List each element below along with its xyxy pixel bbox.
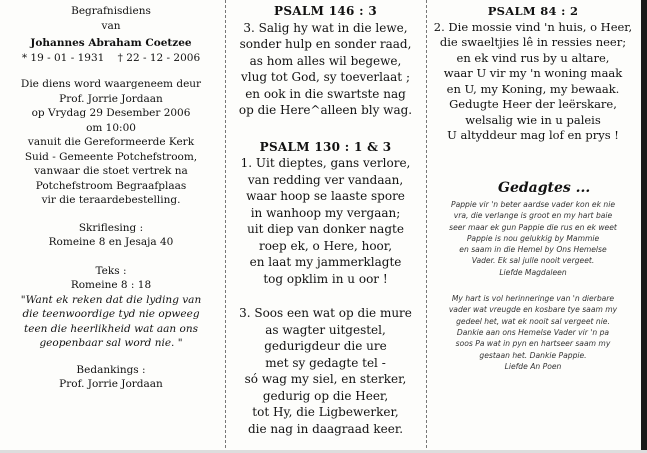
tribute-line: Vader. Ek sal julle nooit vergeet. bbox=[471, 256, 595, 266]
tribute-signature: Liefde An Poen bbox=[504, 361, 562, 371]
birth-date: * 19 - 01 - 1931 bbox=[21, 51, 105, 64]
fold-line-right bbox=[426, 0, 427, 453]
psalm-130-v3-line: met sy gedagte tel - bbox=[265, 355, 386, 370]
psalm-130-line: in wanhoop my vergaan; bbox=[250, 205, 401, 220]
scan-edge bbox=[641, 0, 647, 453]
psalm-146-line: sonder hulp en sonder raad, bbox=[239, 37, 412, 51]
psalm-130-v3-line: 3. Soos een wat op die mure bbox=[239, 306, 412, 320]
tribute-signature: Liefde Magdaleen bbox=[499, 267, 567, 277]
psalm-130-line: uit diep van donker nagte bbox=[247, 222, 404, 236]
psalm-130-line: van redding ver vandaan, bbox=[247, 172, 404, 187]
psalm-146-line: 3. Salig hy wat in die lewe, bbox=[243, 20, 408, 35]
venue-line-1: vanuit die Gereformeerde Kerk bbox=[27, 136, 195, 148]
service-details-column bbox=[0, 0, 222, 392]
service-date: op Vrydag 29 Desember 2006 bbox=[31, 107, 191, 119]
venue-line-2: Suid - Gemeente Potchefstroom, bbox=[24, 150, 198, 163]
interment-line: vir die teraardebestelling. bbox=[41, 194, 181, 206]
text-label: Teks : bbox=[95, 264, 127, 277]
psalm-84-title: PSALM 84 : 2 bbox=[487, 4, 579, 18]
service-van: van bbox=[101, 19, 121, 32]
psalm-146-title: PSALM 146 : 3 bbox=[274, 4, 377, 18]
gedagtes-title: Gedagtes ... bbox=[498, 179, 591, 196]
officiant-intro: Die diens word waargeneem deur bbox=[20, 78, 202, 90]
psalm-130-line: 1. Uit dieptes, gans verlore, bbox=[240, 156, 411, 170]
quote-line-2: die teenwoordige tyd nie opweeg bbox=[22, 308, 200, 320]
tribute-an-poen bbox=[430, 293, 636, 372]
tribute-magdaleen bbox=[430, 199, 636, 278]
tribute-line: en saam in die Hemel by Ons Hemelse bbox=[459, 245, 607, 255]
psalm-130-v3-line: tot Hy, die Ligbewerker, bbox=[252, 405, 399, 419]
tribute-line: Dankie aan ons Hemelse Vader vir 'n pa bbox=[456, 327, 610, 337]
death-date: † 22 - 12 - 2006 bbox=[117, 51, 201, 64]
thanks-label: Bedankings : bbox=[76, 363, 146, 376]
psalm-130-v3-line: die nag in daagraad keer. bbox=[247, 421, 404, 436]
tribute-line: Pappie is nou gelukkig by Mammie bbox=[466, 233, 600, 243]
scripture-label: Skriflesing : bbox=[78, 221, 144, 234]
fold-line-left bbox=[225, 0, 226, 453]
tribute-line: gedeel het, wat ek nooit sal vergeet nie. bbox=[456, 316, 610, 326]
tribute-line: Pappie vir 'n beter aardse vader kon ek nie bbox=[450, 200, 615, 209]
service-time: om 10:00 bbox=[86, 121, 136, 134]
psalm-130-v3-line: gedurigdeur die ure bbox=[264, 339, 387, 353]
psalm-and-thoughts-column bbox=[430, 0, 636, 372]
thanks-value: Prof. Jorrie Jordaan bbox=[59, 378, 163, 390]
psalm-130-title: PSALM 130 : 1 & 3 bbox=[259, 139, 392, 154]
tribute-line: My hart is vol herinneringe van 'n dierbare bbox=[451, 294, 615, 304]
psalm-84-line: welsalig wie in u paleis bbox=[465, 112, 601, 127]
psalm-84-line: en U, my Koning, my bewaak. bbox=[446, 81, 620, 96]
procession-line: vanwaar die stoet vertrek na bbox=[34, 165, 188, 177]
tribute-line: soos Pa wat in pyn en hartseer saam my bbox=[455, 339, 611, 349]
psalm-146-line: op die Here^alleen bly wag. bbox=[238, 103, 413, 117]
tribute-line: seer maar ek gun Pappie die rus en ek weet bbox=[449, 222, 617, 232]
text-reference: Romeine 8 : 18 bbox=[70, 279, 152, 291]
psalm-130-v3-line: gedurig op die Heer, bbox=[262, 388, 389, 403]
tribute-line: gestaan het. Dankie Pappie. bbox=[479, 350, 587, 360]
service-heading: Begrafnisdiens bbox=[71, 5, 151, 17]
psalm-130-line: roep ek, o Here, hoor, bbox=[258, 238, 393, 253]
psalm-84-line: Gedugte Heer der leërskare, bbox=[449, 97, 617, 111]
psalm-84-line: en ek vind rus by u altare, bbox=[456, 50, 610, 65]
deceased-name: Johannes Abraham Coetzee bbox=[30, 37, 192, 49]
psalm-130-v3-line: as wagter uitgestel, bbox=[265, 322, 386, 337]
psalm-146-line: as hom alles wil begewe, bbox=[249, 53, 402, 68]
tribute-line: vader wat vreugde en kosbare tye saam my bbox=[448, 305, 618, 315]
scripture-value: Romeine 8 en Jesaja 40 bbox=[48, 236, 174, 248]
cemetery-line: Potchefstroom Begraafplaas bbox=[35, 179, 187, 192]
psalm-130-line: tog opklim in u oor ! bbox=[263, 271, 388, 286]
psalm-130-line: waar hoop se laaste spore bbox=[246, 189, 405, 203]
psalms-column bbox=[228, 0, 423, 437]
psalm-84-line: die swaeltjies lê in ressies neer; bbox=[439, 35, 627, 49]
quote-line-4: geopenbaar sal word nie. " bbox=[39, 337, 183, 349]
tribute-line: vra, die verlange is groot en my hart baie bbox=[453, 211, 613, 221]
psalm-130-line: en laat my jammerklagte bbox=[249, 255, 402, 269]
psalm-84-line: 2. Die mossie vind 'n huis, o Heer, bbox=[433, 19, 633, 34]
psalm-146-line: vlug tot God, sy toeverlaat ; bbox=[241, 70, 410, 84]
psalm-130-v3-line: só wag my siel, en sterker, bbox=[244, 372, 407, 386]
psalm-84-line: U altyddeur mag lof en prys ! bbox=[447, 128, 619, 142]
life-dates bbox=[0, 51, 222, 66]
quote-line-1: "Want ek reken dat die lyding van bbox=[20, 293, 202, 306]
officiant-name: Prof. Jorrie Jordaan bbox=[59, 92, 163, 105]
psalm-84-line: waar U vir my 'n woning maak bbox=[443, 66, 623, 80]
psalm-146-line: en ook in die swartste nag bbox=[245, 86, 406, 101]
quote-line-3: teen die heerlikheid wat aan ons bbox=[24, 322, 198, 335]
